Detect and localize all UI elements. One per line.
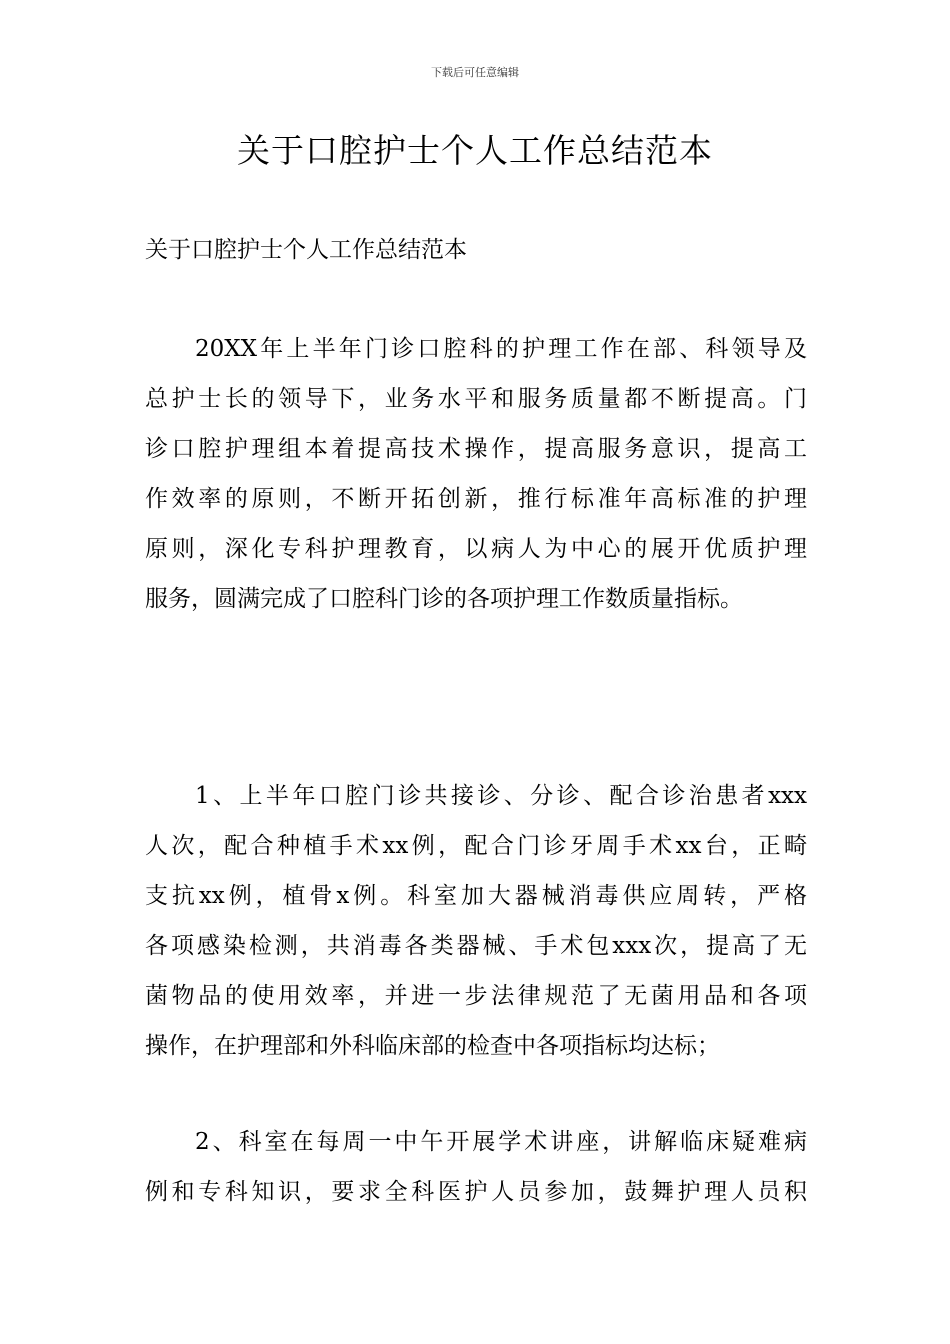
paragraph-line: 2、科室在每周一中午开展学术讲座，讲解临床疑难病 — [195, 1129, 807, 1155]
paragraph-line: 支抗xx例，植骨x例。科室加大器械消毒供应周转，严格 — [145, 883, 807, 909]
paragraph-line: 服务，圆满完成了口腔科门诊的各项护理工作数质量指标。 — [145, 586, 743, 612]
paragraph-line: 菌物品的使用效率，并进一步法律规范了无菌用品和各项 — [145, 983, 807, 1009]
header-note: 下载后可任意编辑 — [431, 66, 519, 79]
document-title: 关于口腔护士个人工作总结范本 — [237, 131, 713, 170]
paragraph-line: 原则，深化专科护理教育，以病人为中心的展开优质护理 — [145, 536, 807, 562]
paragraph-line: 操作，在护理部和外科临床部的检查中各项指标均达标； — [145, 1033, 720, 1059]
paragraph-line: 人次，配合种植手术xx例，配合门诊牙周手术xx台，正畸 — [145, 833, 807, 859]
paragraph-line: 例和专科知识，要求全科医护人员参加，鼓舞护理人员积 — [145, 1179, 807, 1205]
paragraph-item-1 — [145, 771, 807, 1071]
paragraph-line: 总护士长的领导下，业务水平和服务质量都不断提高。门 — [145, 386, 807, 412]
paragraph-line: 作效率的原则，不断开拓创新，推行标准年高标准的护理 — [145, 486, 807, 512]
paragraph-item-2 — [145, 1117, 807, 1217]
document-subtitle: 关于口腔护士个人工作总结范本 — [145, 237, 467, 263]
paragraph-line: 20XX年上半年门诊口腔科的护理工作在部、科领导及 — [195, 336, 807, 362]
paragraph-intro — [145, 324, 807, 624]
paragraph-line: 诊口腔护理组本着提高技术操作，提高服务意识，提高工 — [145, 436, 807, 462]
paragraph-line: 1、上半年口腔门诊共接诊、分诊、配合诊治患者xxx — [195, 783, 807, 809]
paragraph-line: 各项感染检测，共消毒各类器械、手术包xxx次，提高了无 — [145, 933, 807, 959]
